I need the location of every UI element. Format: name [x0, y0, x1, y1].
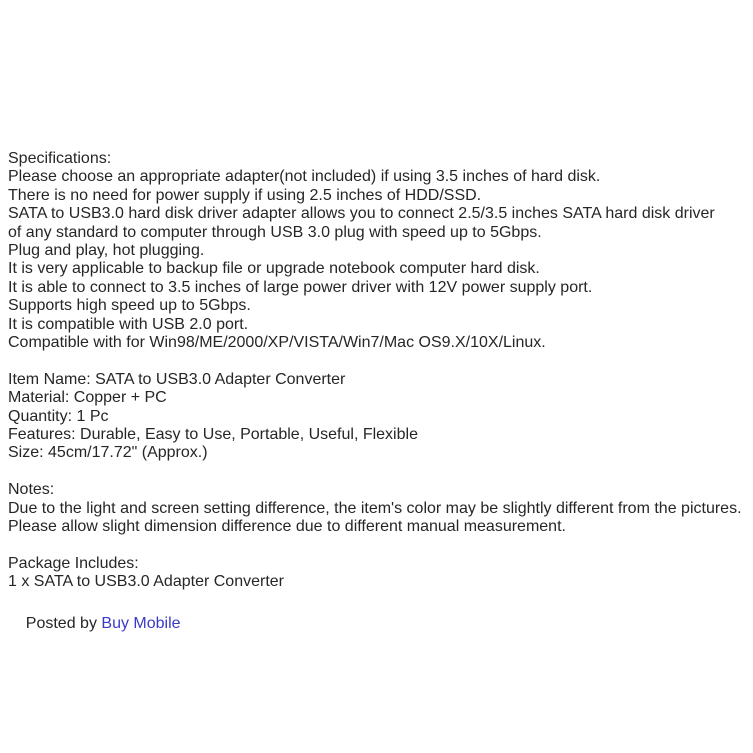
blank-line [8, 463, 748, 481]
description-line: Compatible with for Win98/ME/2000/XP/VISTA/Win7/Mac OS9.X/10X/Linux. [8, 334, 546, 352]
description-line: Please choose an appropriate adapter(not included) if using 3.5 inches of hard disk. [8, 168, 601, 186]
quantity-line: Quantity: 1 Pc [8, 407, 109, 425]
material-line: Material: Copper + PC [8, 389, 167, 407]
blank-line [8, 537, 748, 555]
description-line: of any standard to computer through USB 3.0 plug with speed up to 5Gbps. [8, 223, 542, 241]
description-line: Supports high speed up to 5Gbps. [8, 297, 251, 315]
item-name-line: Item Name: SATA to USB3.0 Adapter Converter [8, 370, 346, 388]
description-line: Plug and play, hot plugging. [8, 242, 205, 260]
size-line: Size: 45cm/17.72" (Approx.) [8, 444, 208, 462]
section-heading-package-includes: Package Includes: [8, 554, 139, 572]
features-line: Features: Durable, Easy to Use, Portable, Useful, Flexible [8, 426, 418, 444]
seller-link[interactable]: Buy Mobile [101, 615, 181, 633]
package-content-line: 1 x SATA to USB3.0 Adapter Converter [8, 573, 284, 591]
posted-by-label: Posted by [25, 615, 102, 633]
description-line: It is compatible with USB 2.0 port. [8, 315, 249, 333]
description-line: It is able to connect to 3.5 inches of large power driver with 12V power supply port. [8, 278, 593, 296]
description-line: SATA to USB3.0 hard disk driver adapter allows you to connect 2.5/3.5 inches SATA hard disk driver [8, 205, 715, 223]
description-line: It is very applicable to backup file or upgrade notebook computer hard disk. [8, 260, 540, 278]
blank-line [8, 352, 748, 370]
section-heading-notes: Notes: [8, 481, 55, 499]
posted-by-line [8, 597, 748, 633]
section-heading-specifications: Specifications: [8, 150, 112, 167]
product-description-text [8, 150, 748, 592]
description-line: Due to the light and screen setting difference, the item's color may be slightly different from the pictures. [8, 499, 742, 517]
description-line: There is no need for power supply if using 2.5 inches of HDD/SSD. [8, 186, 482, 204]
description-line: Please allow slight dimension difference due to different manual measurement. [8, 518, 566, 536]
